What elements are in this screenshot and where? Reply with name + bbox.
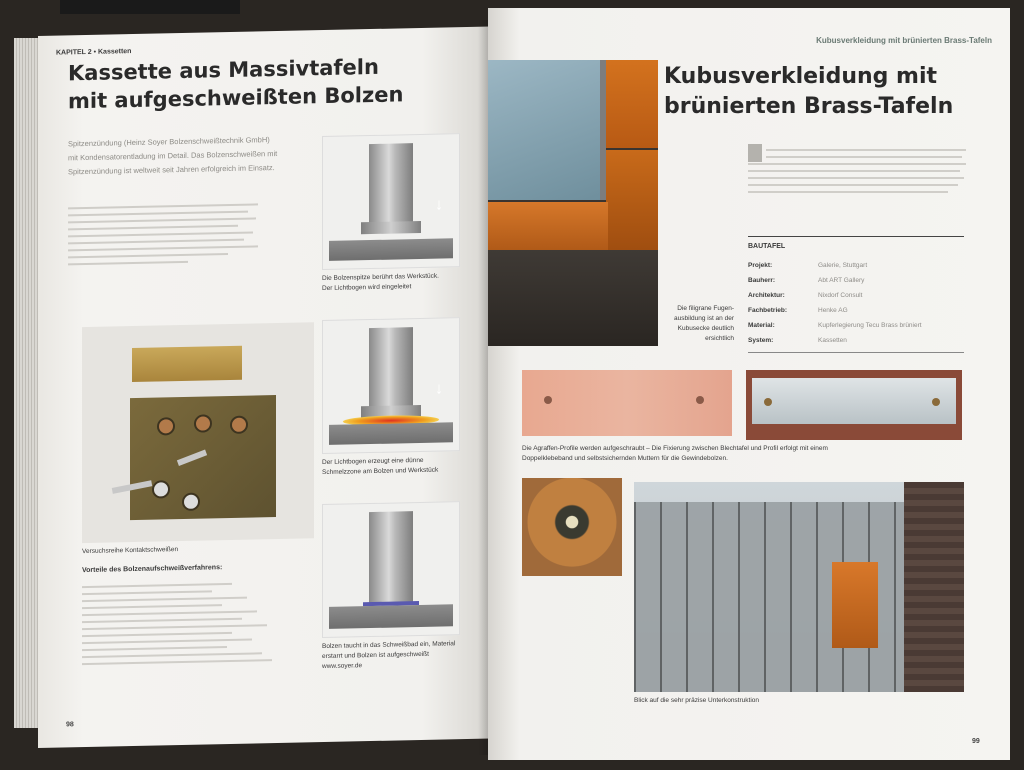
- bolt-closeup-photo: [522, 478, 622, 576]
- running-head: Kubusverkleidung mit brünierten Brass-Tafeln: [816, 36, 992, 45]
- weld-diagram-2: [322, 317, 460, 454]
- bautafel-row: System: Kassetten: [748, 337, 847, 344]
- middle-caption: Die Agraffen-Profile werden aufgeschraubt – Die Fixierung zwischen Blechtafel und Profil erfolgt mit einem Doppelklebeband und selbstsichernden Muttern für die Gewindebolzen.: [522, 445, 828, 462]
- right-page: [488, 8, 1010, 760]
- diagram-1-caption: Die Bolzenspitze berührt das Werkstück. Der Lichtbogen wird eingeleitet: [322, 272, 439, 293]
- weld-diagram-3: [322, 501, 460, 638]
- photo-caption: Versuchsreihe Kontaktschweißen: [82, 546, 179, 556]
- weld-test-photo: [82, 322, 314, 543]
- brass-panel-photo: [522, 370, 732, 436]
- bottom-caption: Blick auf die sehr präzise Unterkonstruktion: [634, 697, 760, 704]
- advantages-list: [82, 577, 282, 670]
- bautafel-row: Projekt: Galerie, Stuttgart: [748, 262, 868, 269]
- bautafel-title: BAUTAFEL: [748, 243, 786, 250]
- left-page-number: 98: [66, 721, 74, 729]
- corner-caption: Die filigrane Fugen- ausbildung ist an der Kubusecke deutlich ersichtlich: [674, 305, 734, 342]
- glass-window: [488, 60, 600, 200]
- brick-wall: [904, 482, 964, 692]
- brass-strip: [132, 346, 242, 382]
- bautafel-box: [748, 236, 964, 353]
- brass-panel: [832, 562, 878, 648]
- bautafel-row: Bauherr: Abt ART Gallery: [748, 277, 865, 284]
- brass-panel: [606, 60, 658, 148]
- left-title: Kassette aus Massivtafeln mit aufgeschweißten Bolzen: [68, 54, 404, 114]
- agraffen-profile-photo: [746, 370, 962, 440]
- weld-diagram-1: [322, 133, 460, 270]
- facade-structure-photo: [634, 482, 964, 692]
- intro-text: Spitzenzündung (Heinz Soyer Bolzenschweißtechnik GmbH) mit Kondensatorentladung im Detail. Das Bolzenschweißen mit Spitzenzündung ist weltweit seit Jahren erfolgreich im Einsatz.: [68, 135, 278, 177]
- right-title: Kubusverkleidung mit brünierten Brass-Tafeln: [664, 64, 954, 119]
- bautafel-row: Material: Kupferlegierung Tecu Brass brüniert: [748, 322, 922, 329]
- right-page-number: 99: [972, 738, 980, 745]
- diagram-3-caption: Bolzen taucht in das Schweißbad ein, Material erstarrt und Bolzen ist aufgeschweißt www.soyer.de: [322, 640, 456, 671]
- diagram-2-caption: Der Lichtbogen erzeugt eine dünne Schmelzzone am Bolzen und Werkstück: [322, 456, 439, 477]
- arrow-down-icon: ↓: [435, 380, 443, 398]
- bautafel-row: Architektur: Nixdorf Consult: [748, 292, 863, 299]
- right-body-text: [748, 144, 968, 198]
- background-object: [60, 0, 240, 14]
- arrow-down-icon: ↓: [435, 196, 443, 214]
- bautafel-row: Fachbetrieb: Henke AG: [748, 307, 848, 314]
- chapter-label: KAPITEL 2 • Kassetten: [56, 48, 132, 57]
- corner-photo: [488, 60, 658, 346]
- body-text-block: [68, 199, 268, 313]
- left-page: [38, 27, 490, 748]
- advantages-title: Vorteile des Bolzenaufschweißverfahrens:: [82, 564, 223, 575]
